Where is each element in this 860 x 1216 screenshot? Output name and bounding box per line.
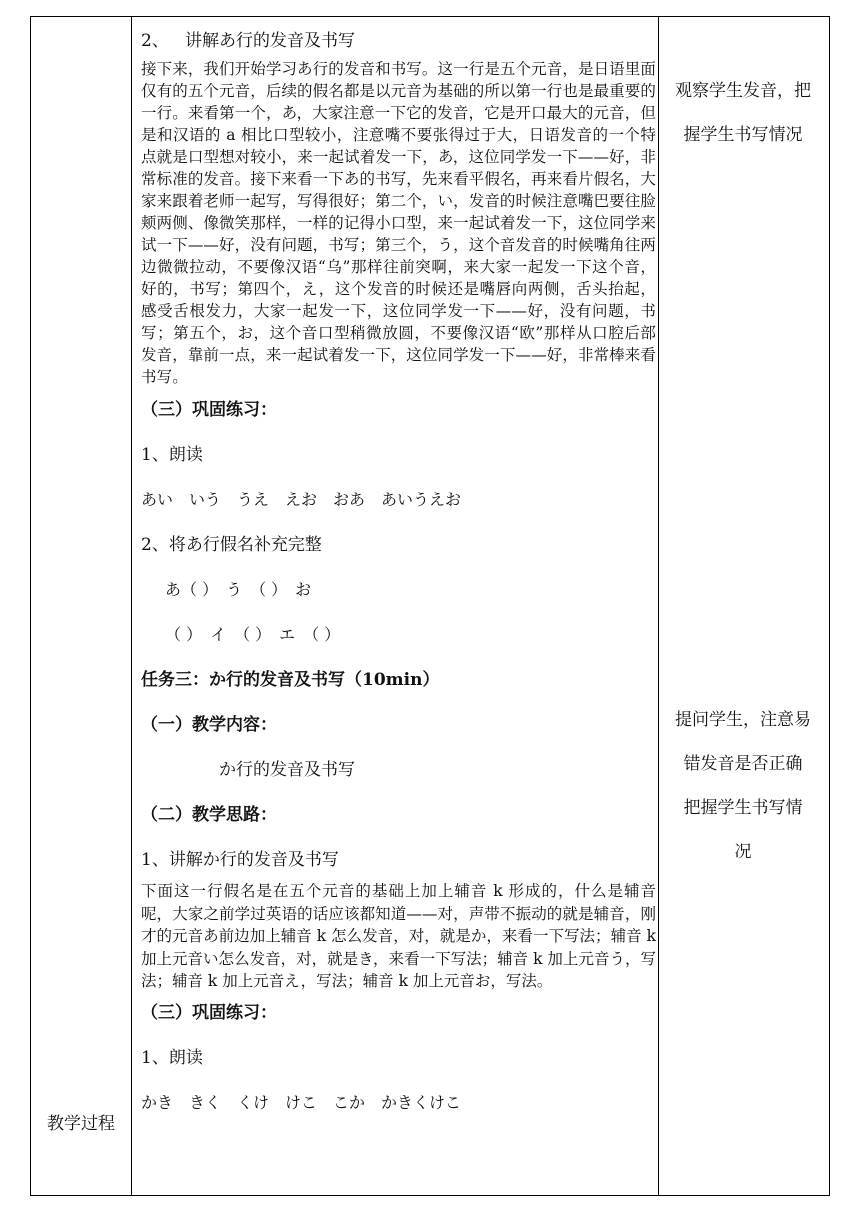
task2-paragraph: 接下来，我们开始学习あ行的发音和书写。这一行是五个元音，是日语里面仅有的五个元音，后续的假名都是以元音为基础的所以第一行也是最重要的一行。来看第一个，あ，大家注意一下它的发音，它是开口最大的元音，但是和汉语的 a 相比口型较小，注意嘴不要张得过于大，日语发音的一个特点就是口型想对较小，来一起试着发一下，あ，这位同学发一下——好，非常标准的发音。接下来看一下あ的书写，先来看平假名，再来看片假名，大家来跟着老师一起写，写得很好；第二个，い，发音的时候注意嘴巴要往脸颊两侧、像微笑那样，一样的记得小口型，来一起试着发一下，这位同学来试一下——好，没有问题，书写；第三个，う，这个音发音的时候嘴角往两边微微拉动，不要像汉语“乌”那样往前突啊，来大家一起发一下这个音，好的，书写；第四个，え，这个发音的时候还是嘴唇向两侧，舌头抬起，感受舌根发力，大家一起发一下，这位同学发一下——好，没有问题，书写；第五个，お，这个音口型稍微放圆，不要像汉语“欧”那样从口腔后部发音，靠前一点，来一起试着发一下，这位同学发一下——好，非常棒来看书写。 [141,60,656,386]
note-question-line2: 错发音是否正确 [683,754,803,774]
task3-explain-item: 1、讲解か行的发音及书写 [141,850,339,870]
task3-content-text: か行的发音及书写 [219,760,355,780]
note-observe-line1: 观察学生发音，把 [675,81,811,101]
task3-idea-heading: （二）教学思路： [141,805,277,825]
note-question-line3: 把握学生书写情 [683,798,803,818]
task3-practice-heading: （三）巩固练习： [141,1002,277,1023]
teaching-process-label: 教学过程 [47,1114,115,1134]
note-observe [663,69,823,157]
task2-heading-number: 2、 [141,31,169,51]
task3-content-heading: （一）教学内容： [141,715,277,735]
column-divider-right [658,17,659,1195]
task2-heading-text: 讲解あ行的发音及书写 [185,31,355,51]
task2-fill-line-hiragana: あ（ ） う （ ） お [165,580,312,599]
note-observe-line2: 握学生书写情况 [683,125,803,145]
task2-reading-item: 1、朗读 [141,445,203,465]
task2-heading [141,29,656,53]
main-content-cell [141,29,656,1115]
task2-fill-line-katakana: （ ） イ （ ） エ （ ） [165,625,341,644]
task2-reading-line: あい いう うえ えお おあ あいうえお [141,490,462,509]
task2-fill-item: 2、将あ行假名补充完整 [141,535,322,555]
task3-reading-line: かき きく くけ けこ こか かきくけこ [141,1092,462,1112]
task3-reading-item: 1、朗读 [141,1047,203,1068]
note-question-line4: 况 [734,842,752,862]
note-question [663,698,823,874]
lesson-table [30,16,830,1196]
task3-paragraph: 下面这一行假名是在五个元音的基础上加上辅音 k 形成的，什么是辅音呢，大家之前学过英语的话应该都知道——对，声带不振动的就是辅音，刚才的元音あ前边加上辅音 k 怎么发音，对，就是か，来看一下写法；辅音 k 加上元音い怎么发音，对，就是き，来看一下写法；辅音 k 加上元音う，写法；辅音 k 加上元音え，写法；辅音 k 加上元音お，写法。 [141,882,656,991]
task2-practice-heading: （三）巩固练习： [141,400,277,420]
column-divider-left [131,17,132,1195]
task3-title: 任务三：か行的发音及书写（10min） [141,670,440,690]
note-question-line1: 提问学生，注意易 [675,710,811,730]
